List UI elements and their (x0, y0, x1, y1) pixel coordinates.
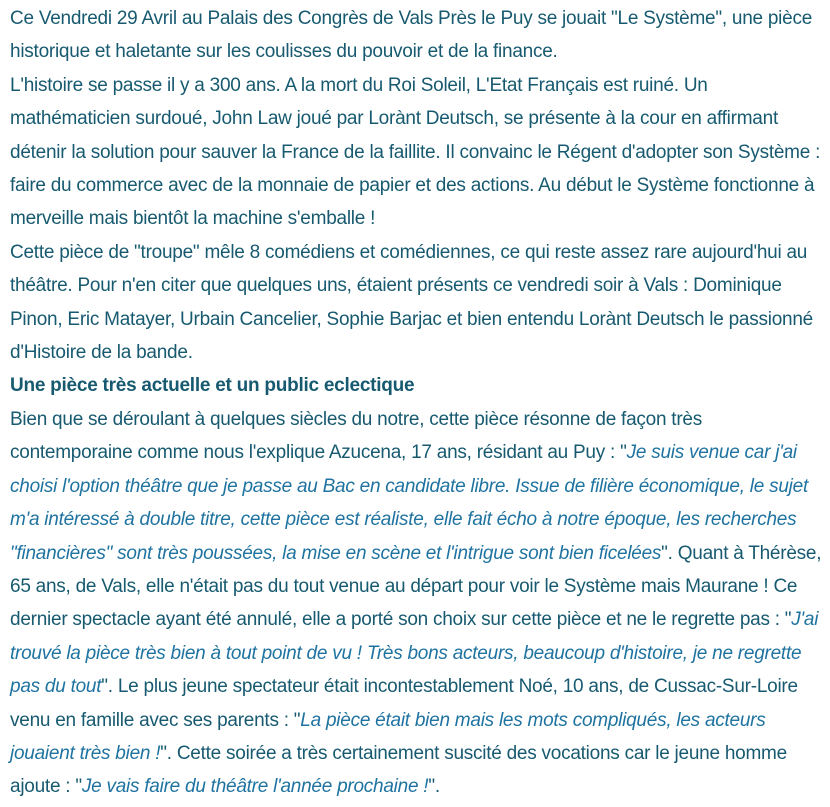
body-text: ". (428, 776, 440, 798)
body-text: Une pièce très actuelle et un public eclectique (10, 375, 415, 397)
paragraph (10, 2, 822, 69)
paragraph (10, 236, 822, 370)
quote-text: La pièce était bien mais les mots compliqués, les acteurs jouaient très bien ! (10, 709, 766, 764)
body-text: ". Quant à Thérèse, 65 ans, de Vals, elle n'était pas du tout venue au départ pour voir le Système mais Maurane ! Ce dernier spectacle ayant été annulé, elle a porté son choix sur cette pièce et ne le regrette pas : " (10, 542, 822, 631)
body-text: L'histoire se passe il y a 300 ans. A la mort du Roi Soleil, L'Etat Français est ruiné. Un mathématicien surdoué, John Law joué par Lorànt Deutsch, se présente à la cour en affirmant détenir la solution pour sauver la France de la faillite. Il convainc le Régent d'adopter son Système : faire du commerce avec de la monnaie de papier et des actions. Au début le Système fonctionne à merveille mais bientôt la machine s'emballe ! (10, 74, 821, 230)
body-text: Bien que se déroulant à quelques siècles du notre, cette pièce résonne de façon très contemporaine comme nous l'explique Azucena, 17 ans, résidant au Puy : " (10, 408, 702, 464)
paragraph (10, 403, 822, 804)
section-heading (10, 369, 822, 402)
body-text: Cette pièce de "troupe" mêle 8 comédiens et comédiennes, ce qui reste assez rare aujourd'hui au théâtre. Pour n'en citer que quelques uns, étaient présents ce vendredi soir à Vals : Dominique Pinon, Eric Matayer, Urbain Cancelier, Sophie Barjac et bien entendu Lorànt Deutsch le passionné d'Histoire de la bande. (10, 241, 813, 364)
body-text: ". Le plus jeune spectateur était incontestablement Noé, 10 ans, de Cussac-Sur-Loire venu en famille avec ses parents : " (10, 676, 798, 731)
quote-text: J'ai trouvé la pièce très bien à tout point de vu ! Très bons acteurs, beaucoup d'histoire, je ne regrette pas du tout (10, 609, 819, 698)
body-text: Ce Vendredi 29 Avril au Palais des Congrès de Vals Près le Puy se jouait "Le Système", une pièce historique et haletante sur les coulisses du pouvoir et de la finance. (10, 8, 813, 63)
quote-text: Je suis venue car j'ai choisi l'option théâtre que je passe au Bac en candidate libre. Issue de filière économique, le sujet m'a intéressé à double titre, cette pièce est réaliste, elle fait écho à notre époque, les recherches "financières" sont très poussées, la mise en scène et l'intrigue sont bien ficelées (10, 442, 809, 564)
quote-text: Je vais faire du théâtre l'année prochaine ! (81, 776, 429, 798)
body-text: ". Cette soirée a très certainement suscité des vocations car le jeune homme ajoute : " (10, 742, 787, 798)
paragraph (10, 69, 822, 236)
